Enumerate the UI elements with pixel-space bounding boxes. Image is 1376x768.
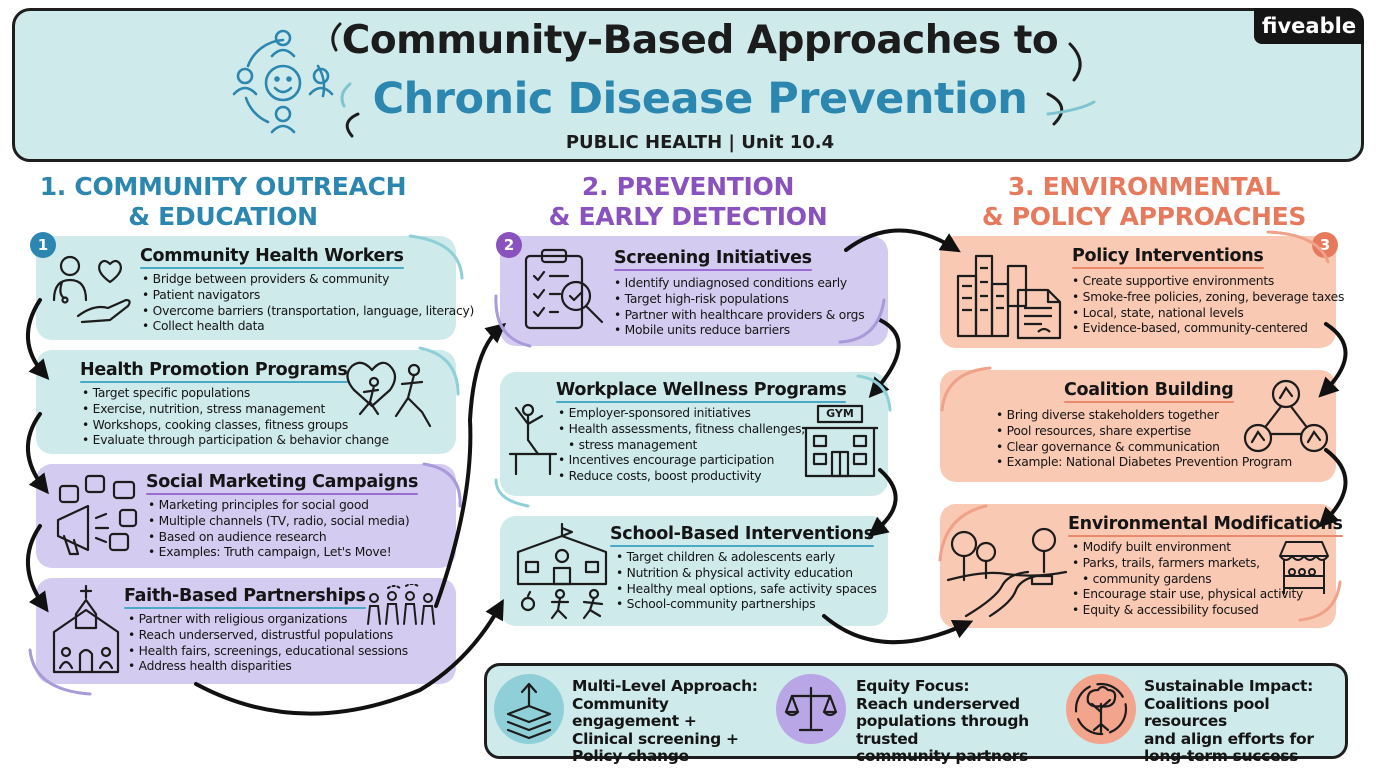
tree-icon (1072, 680, 1130, 738)
column-heading-outreach: 1. COMMUNITY OUTREACH & EDUCATION (39, 172, 407, 231)
bullet-item: • Marketing principles for social good (148, 498, 409, 514)
bullet-item: • Target specific populations (82, 386, 389, 402)
card-title: Health Promotion Programs (80, 360, 348, 383)
bullet-item: • Partner with healthcare providers & orgs (614, 308, 864, 324)
bullet-item: • Incentives encourage participation (558, 453, 805, 469)
card-title: Social Marketing Campaigns (146, 472, 418, 495)
bullet-item: • Evidence-based, community-centered (1072, 321, 1344, 337)
summary-sustainable (1144, 678, 1344, 766)
bullet-item: • Bridge between providers & community (142, 272, 474, 288)
section-number-badge: 2 (496, 232, 522, 258)
summary-line: Reach underserved (856, 694, 1020, 713)
card-title: Coalition Building (1064, 380, 1234, 403)
bullet-item: • Address health disparities (128, 659, 408, 675)
megaphone-social-icon (48, 472, 144, 562)
bullet-item: • Example: National Diabetes Prevention Program (996, 455, 1292, 471)
bullet-item: • stress management (558, 438, 805, 454)
card-title: Faith-Based Partnerships (124, 586, 366, 609)
bullet-item: • Examples: Truth campaign, Let's Move! (148, 545, 409, 561)
card-title: School-Based Interventions (610, 524, 874, 547)
balance-scale-icon (784, 682, 838, 736)
bullet-item: • Reduce costs, boost productivity (558, 469, 805, 485)
bullet-item: • Target children & adolescents early (616, 550, 877, 566)
runners-heart-icon (338, 356, 448, 440)
bullet-item: • Based on audience research (148, 530, 409, 546)
summary-heading: Multi-Level Approach: (572, 677, 758, 695)
bullet-item: • Bring diverse stakeholders together (996, 408, 1292, 424)
summary-heading: Equity Focus: (856, 677, 970, 695)
bullet-item: • Parks, trails, farmers markets, (1072, 556, 1303, 572)
bullet-item: • Create supportive environments (1072, 274, 1344, 290)
bullet-list (614, 276, 864, 339)
bullet-list (142, 272, 474, 335)
summary-line: Coalitions pool resources (1144, 694, 1270, 730)
bullet-item: • Patient navigators (142, 288, 474, 304)
bullet-item: • Partner with religious organizations (128, 612, 408, 628)
bullet-item: • Workshops, cooking classes, fitness groups (82, 418, 389, 434)
bullet-item: • community gardens (1072, 572, 1303, 588)
bullet-item: • Target high-risk populations (614, 292, 864, 308)
section-number-badge: 1 (30, 232, 56, 258)
page-title-line1: Community-Based Approaches to (341, 18, 1059, 63)
column-heading-prevention: 2. PREVENTION & EARLY DETECTION (548, 172, 828, 231)
clipboard-magnifier-icon (518, 246, 610, 334)
summary-line: community partners (856, 747, 1029, 765)
bullet-item: • Pool resources, share expertise (996, 424, 1292, 440)
page-title-line2: Chronic Disease Prevention (372, 74, 1028, 124)
bullet-item: • Collect health data (142, 319, 474, 335)
bullet-item: • Healthy meal options, safe activity spaces (616, 582, 877, 598)
school-children-icon (510, 522, 614, 620)
card-title: Policy Interventions (1072, 246, 1264, 269)
bullet-list (558, 406, 805, 485)
card-title: Environmental Modifications (1068, 514, 1343, 537)
bullet-item: • Smoke-free policies, zoning, beverage taxes (1072, 290, 1344, 306)
card-title: Community Health Workers (140, 246, 404, 269)
summary-line: populations through trusted (856, 712, 1029, 748)
bullet-item: • Overcome barriers (transportation, language, literacy) (142, 304, 474, 320)
bullet-item: • Equity & accessibility focused (1072, 603, 1303, 619)
park-trail-icon (946, 522, 1068, 618)
bullet-item: • Nutrition & physical activity education (616, 566, 877, 582)
summary-line: Policy change (572, 747, 689, 765)
layers-arrow-icon (504, 680, 554, 740)
bullet-list (148, 498, 409, 561)
group-people-icon (364, 584, 446, 632)
bullet-list (1072, 540, 1303, 619)
bullet-list (616, 550, 877, 613)
bullet-item: • Health fairs, screenings, educational sessions (128, 644, 408, 660)
summary-equity (856, 678, 1076, 766)
bullet-item: • Evaluate through participation & behavior change (82, 433, 389, 449)
section-number-badge: 3 (1312, 232, 1338, 258)
summary-multi-level (572, 678, 772, 766)
bullet-item: • Identify undiagnosed conditions early (614, 276, 864, 292)
church-icon (48, 584, 124, 676)
card-title: Screening Initiatives (614, 248, 812, 271)
summary-line: Clinical screening + (572, 729, 739, 748)
bullet-item: • Encourage stair use, physical activity (1072, 587, 1303, 603)
bullet-item: • Exercise, nutrition, stress management (82, 402, 389, 418)
farmers-market-stall-icon (1278, 540, 1330, 598)
bullet-item: • Reach underserved, distrustful populations (128, 628, 408, 644)
desk-stretch-icon (506, 402, 560, 476)
brand-logo: fiveable (1254, 8, 1364, 44)
bullet-item: • Health assessments, fitness challenges, (558, 422, 805, 438)
summary-line: and align efforts for (1144, 729, 1314, 748)
bullet-item: • Local, state, national levels (1072, 306, 1344, 322)
summary-line: Community engagement + (572, 694, 697, 730)
gym-sign-label: GYM (826, 407, 854, 420)
summary-line: long-term success (1144, 747, 1299, 765)
bullet-item: • Mobile units reduce barriers (614, 323, 864, 339)
bullet-item: • School-community partnerships (616, 597, 877, 613)
column-heading-environmental: 3. ENVIRONMENTAL & POLICY APPROACHES (981, 172, 1307, 231)
coalition-hands-icon (1240, 378, 1332, 458)
bullet-list (1072, 274, 1344, 337)
health-worker-icon (48, 254, 136, 326)
city-document-icon (952, 246, 1064, 342)
card-title: Workplace Wellness Programs (556, 380, 846, 403)
bullet-item: • Clear governance & communication (996, 440, 1292, 456)
page-subtitle: PUBLIC HEALTH | Unit 10.4 (565, 132, 835, 153)
bullet-item: • Modify built environment (1072, 540, 1303, 556)
summary-heading: Sustainable Impact: (1144, 677, 1313, 695)
bullet-item: • Multiple channels (TV, radio, social media) (148, 514, 409, 530)
bullet-item: • Employer-sponsored initiatives (558, 406, 805, 422)
